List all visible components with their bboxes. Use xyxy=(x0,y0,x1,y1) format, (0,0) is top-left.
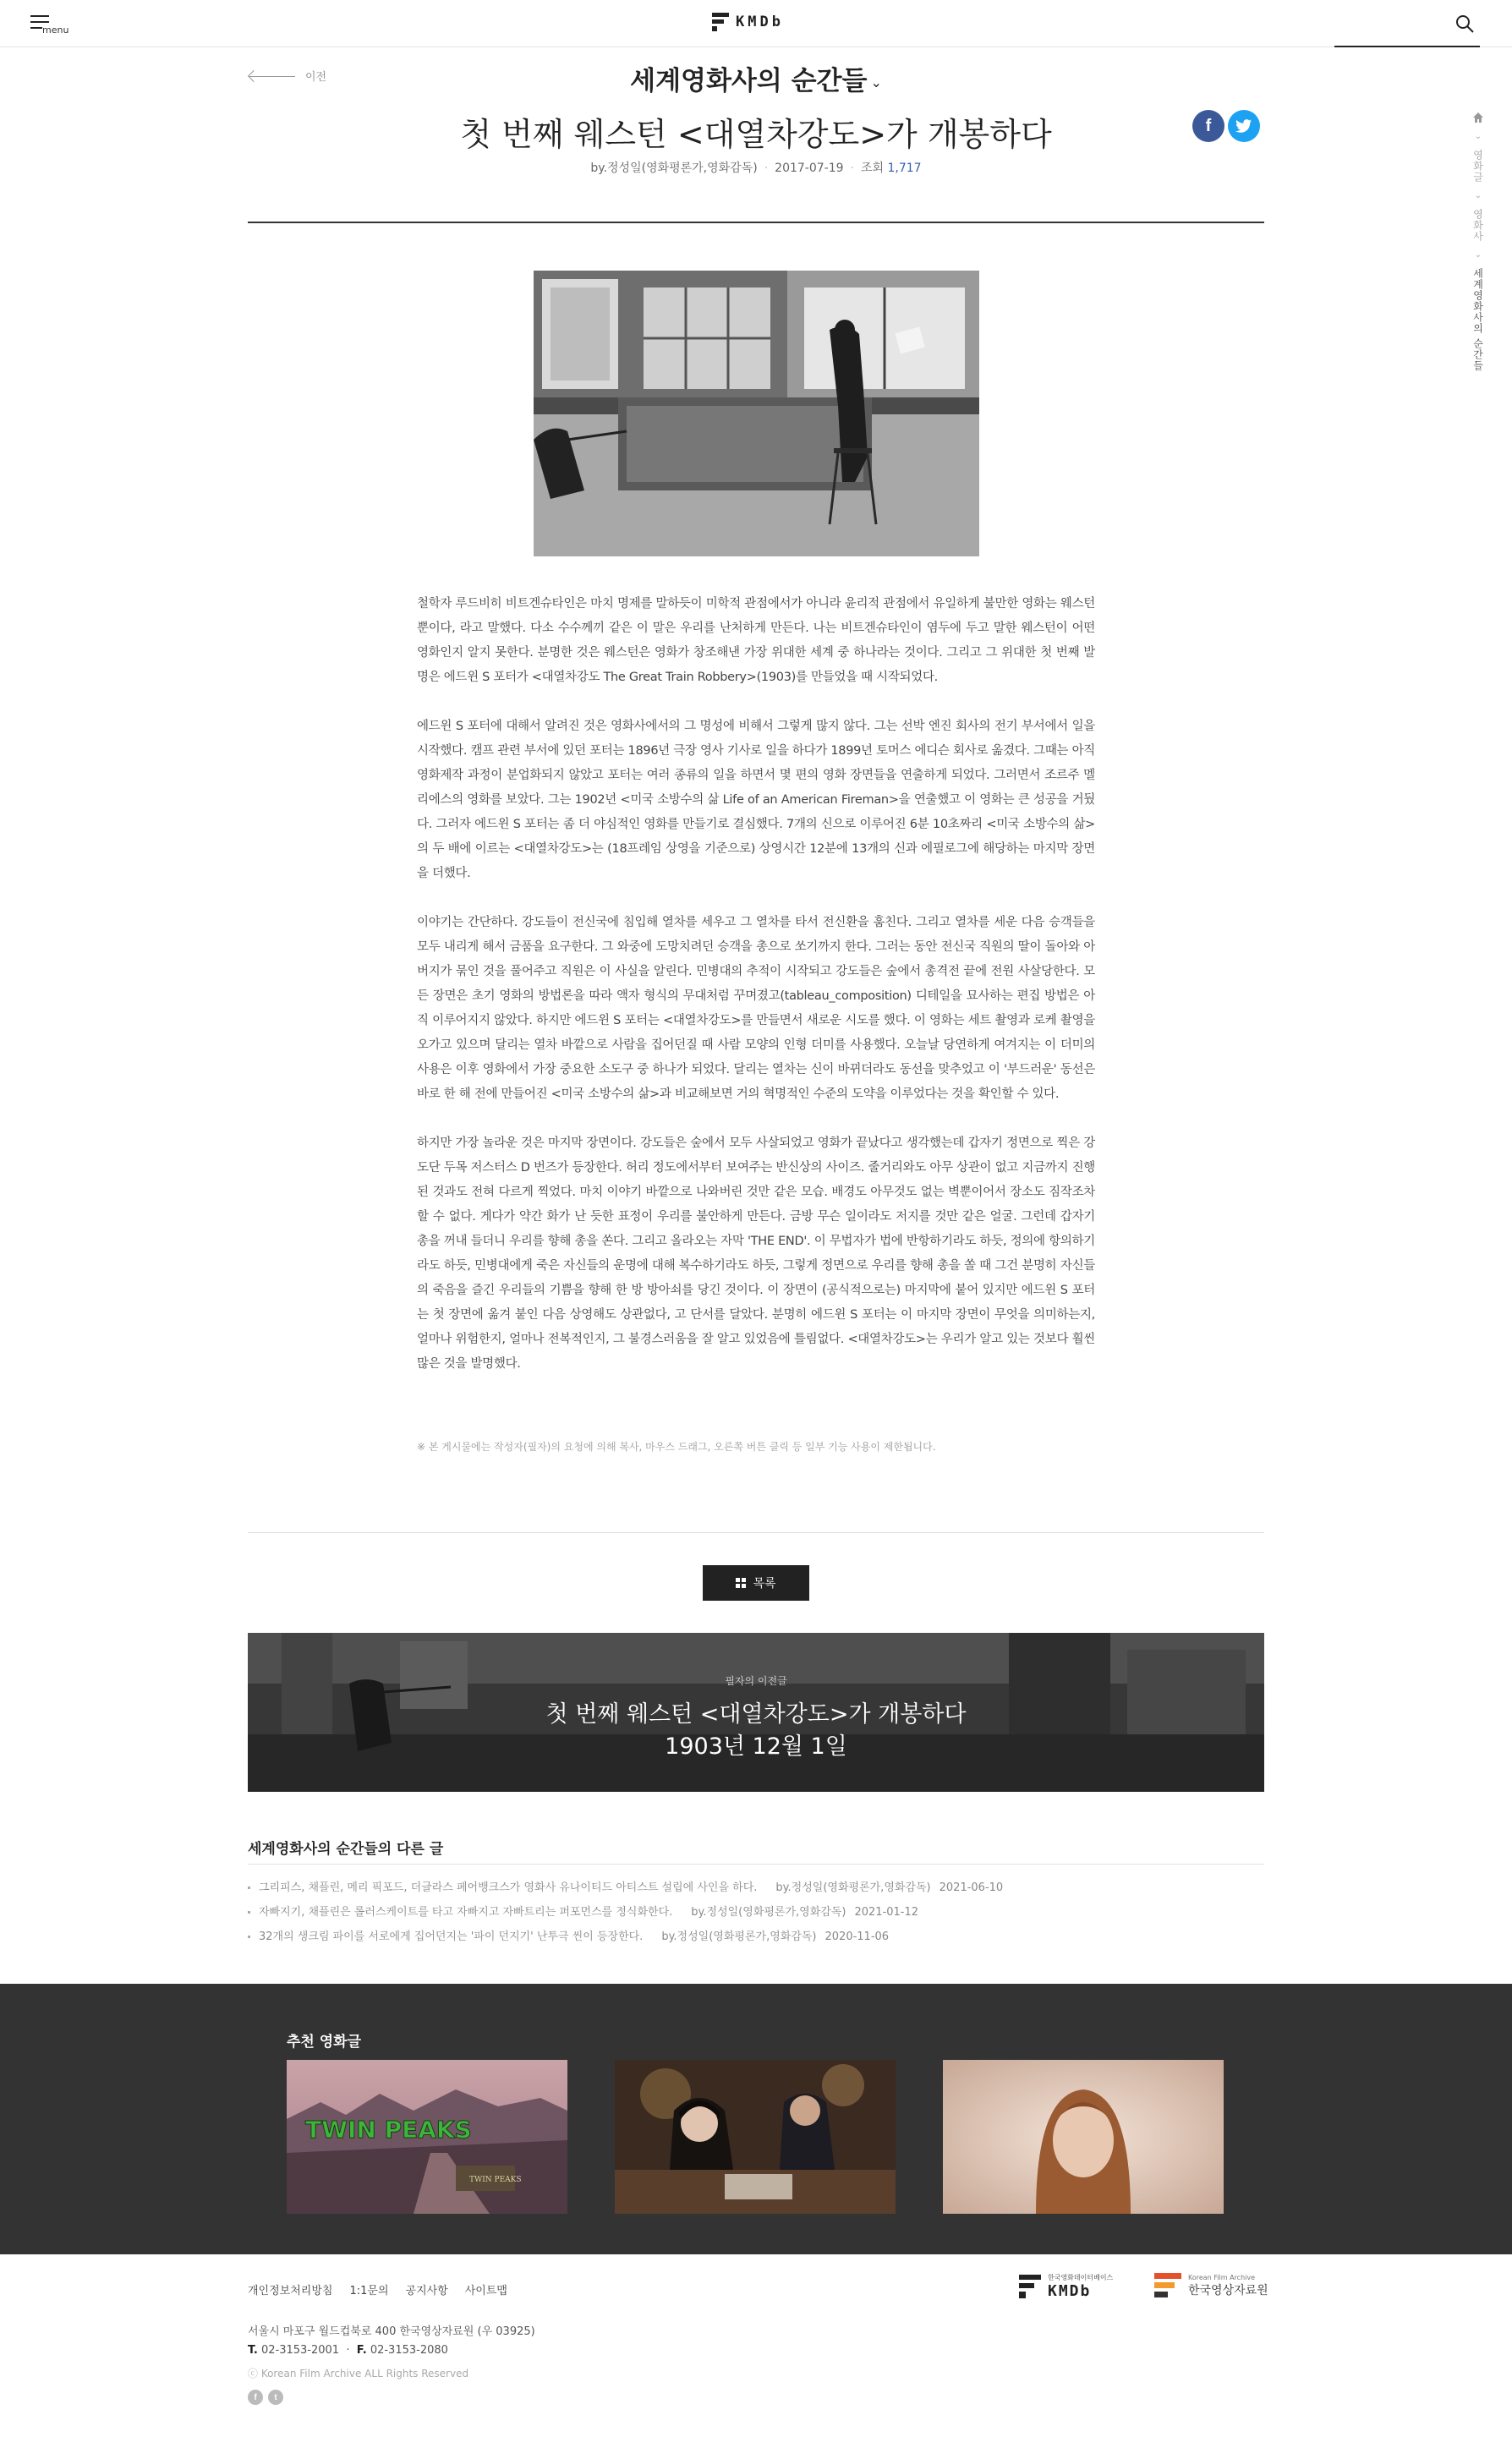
footer-phone: T. 02-3153-2001 · F. 02-3153-2080 xyxy=(248,2344,448,2357)
menu-label: menu xyxy=(42,25,69,36)
other-articles-divider xyxy=(248,1864,1264,1865)
chevron-down-icon: ⌄ xyxy=(1474,250,1482,260)
kmdb-logo-subtitle: 한국영화데이터베이스 xyxy=(1048,2274,1114,2281)
list-item[interactable] xyxy=(248,1900,1003,1925)
other-article-author: by.정성일(영화평론가,영화감독) xyxy=(661,1930,817,1943)
share-buttons xyxy=(1192,110,1260,142)
top-bar xyxy=(0,0,1512,47)
footer xyxy=(0,2254,1512,2448)
grid-icon xyxy=(736,1578,746,1588)
kofa-footer-logo[interactable] xyxy=(1154,2273,1268,2298)
home-icon[interactable] xyxy=(1472,112,1484,123)
article-title: 첫 번째 웨스턴 <대열차강도>가 개봉하다 xyxy=(460,116,1052,153)
search-field[interactable] xyxy=(1334,10,1480,47)
kofa-logo-text: 한국영상자료원 xyxy=(1188,2283,1268,2297)
banner-date: 1903년 12월 1일 xyxy=(665,1733,847,1760)
footer-link-inquiry[interactable]: 1:1문의 xyxy=(349,2285,389,2297)
recommended-section xyxy=(0,1984,1512,2254)
other-articles-title: 세계영화사의 순간들의 다른 글 xyxy=(248,1841,444,1858)
facebook-icon[interactable]: f xyxy=(248,2390,263,2405)
kmdb-logo-icon xyxy=(1019,2275,1041,2298)
author[interactable]: 정성일(영화평론가,영화감독) xyxy=(607,162,758,175)
article-paragraph: 에드윈 S 포터에 대해서 알려진 것은 영화사에서의 그 명성에 비해서 그렇게 많지 않다. 그는 선박 엔진 회사의 전기 부서에서 일을 시작했다. 캠프 관련 부서에 있던 포터는 1896년 극장 영사 기사로 일을 하다가 1899년 토머스 에디슨 회사로 옮겼다. 그때는 아직 영화제작 과정이 분업화되지 않았고 포터는 여러 종류의 일을 하면서 몇 편의 영화 장면들을 연출하게 되었다. 그러면서 조르주 멜리에스의 영화를 보았다. 그는 1902년 <미국 소방수의 삶 Life of an American Fireman>을 연출했고 이 영화는 큰 성공을 거뒀다. 그러자 에드윈 S 포터는 좀 더 야심적인 영화를 만들기로 결심했다. 7개의 신으로 이루어진 6분 10초짜리 <미국 소방수의 삶>의 두 배에 이르는 <대열차강도>는 (18프레임 상영을 기준으로) 상영시간 12분에 13개의 신과 에필로그에 해당하는 마지막 장면을 더했다. xyxy=(417,720,1095,880)
article-paragraph: 하지만 가장 놀라운 것은 마지막 장면이다. 강도들은 숲에서 모두 사살되었고 영화가 끝났다고 생각했는데 갑자기 정면으로 찍은 강도단 두목 저스터스 D 번즈가 등장한다. 허리 정도에서부터 보여주는 반신상의 사이즈. 줄거리와도 아무 상관이 없고 지금까지 진행된 것과도 전혀 다르게 찍었다. 마치 이야기 바깥으로 나와버린 것만 같은 모습. 배경도 아무것도 없는 벽뿐이어서 장소도 짐작조차 할 수 없다. 게다가 약간 화가 난 듯한 표정이 우리를 불안하게 만든다. 금방 무슨 일이라도 저지를 것만 같은 얼굴. 그런데 갑자기 총을 꺼내 들더니 우리를 향해 총을 쏜다. 그리고 올라오는 자막 'THE END'. 이 무법자가 법에 반항하기라도 하듯, 정의에 항의하기라도 하듯, 민병대에게 죽은 자신들의 운명에 대해 복수하기라도 하듯, 그렇게 정면으로 우리를 향해 총을 쏠 때 그건 분명히 자신들의 죽음을 즐긴 우리들의 기쁨을 향해 한 방 방아쇠를 당긴 것이다. 이 장면이 (공식적으로는) 마지막에 붙어 있지만 에드윈 S 포터는 첫 장면에 옮겨 붙인 다음 상영해도 상관없다, 고 단서를 달았다. 분명히 에드윈 S 포터는 이 마지막 장면이 무엇을 의미하는지, 얼마나 위험한지, 얼마나 전복적인지, 그 불경스러움을 잘 알고 있었음에 틀림없다. <대열차강도>는 우리가 알고 있는 것보다 훨씬 많은 것을 발명했다. xyxy=(417,1136,1095,1371)
other-article-title[interactable]: 자빠지기, 채플린은 롤러스케이트를 타고 자빠지고 자빠트리는 퍼포먼스를 정식화한다. xyxy=(259,1906,673,1919)
article-paragraph: 이야기는 간단하다. 강도들이 전신국에 침입해 열차를 세우고 그 열차를 타서 전신환을 훔친다. 그리고 열차를 세운 다음 승객들을 모두 내리게 해서 금품을 요구한다. 그 와중에 도망치려던 승객을 총으로 쏘기까지 한다. 그러는 동안 전신국 직원의 딸이 돌아와 아버지가 묶인 것을 풀어주고 직원은 이 사실을 알린다. 민병대의 추적이 시작되고 강도들은 숲에서 총격전 끝에 전원 사살당한다. 모든 장면은 초기 영화의 방법론을 따라 액자 형식의 무대처럼 꾸며졌고(tableau_composition) 디테일을 묘사하는 편집 방법은 아직 이루어지지 않았다. 하지만 에드윈 S 포터는 <대열차강도>를 만들면서 새로운 시도를 했다. 이 영화는 세트 촬영과 로케 촬영을 오가고 있으며 달리는 열차 바깥으로 사람을 집어던질 때 사람 모양의 인형 더미를 사용했다. 오늘날 당연하게 여겨지는 이 더미의 사용은 이후 영화에서 가장 중요한 소도구 중 하나가 되었다. 달리는 열차는 신이 바뀌더라도 동선을 맞추었고 이 '부드러운' 동선은 바로 한 해 전에 만들어진 <미국 소방수의 삶>과 비교해보면 거의 혁명적인 수준의 도약을 이루었다는 것을 확인할 수 있다. xyxy=(417,916,1095,1101)
twitter-icon[interactable]: t xyxy=(268,2390,283,2405)
other-article-title[interactable]: 그리피스, 채플린, 메리 픽포드, 더글라스 페어뱅크스가 영화사 유나이티드 아티스트 설립에 사인을 하다. xyxy=(259,1881,758,1894)
previous-article-banner[interactable] xyxy=(248,1633,1264,1792)
tel-number: 02-3153-2001 xyxy=(260,2344,340,2357)
kmdb-logo[interactable] xyxy=(712,10,784,34)
twitter-icon[interactable] xyxy=(1228,110,1260,142)
article-photo xyxy=(534,271,979,556)
breadcrumb-item-current[interactable]: 세계영화사의 순간들 xyxy=(1471,268,1484,371)
view-count: 1,717 xyxy=(887,162,922,175)
content-divider xyxy=(248,1532,1264,1533)
breadcrumb-item[interactable]: 영화글 xyxy=(1471,150,1484,183)
section-title: 세계영화사의 순간들 xyxy=(630,66,868,96)
list-button[interactable] xyxy=(703,1565,809,1601)
footer-links xyxy=(248,2281,507,2297)
fax-number: 02-3153-2080 xyxy=(370,2344,448,2357)
recommended-thumbnail[interactable] xyxy=(615,2060,896,2214)
kmdb-logo-icon xyxy=(712,13,729,31)
footer-link-notice[interactable]: 공지사항 xyxy=(405,2285,448,2297)
list-item[interactable] xyxy=(248,1876,1003,1900)
breadcrumb-item[interactable]: 영화사 xyxy=(1471,209,1484,242)
kmdb-footer-logo[interactable] xyxy=(1019,2273,1113,2300)
footer-social xyxy=(248,2390,283,2405)
hamburger-icon-bar xyxy=(30,27,42,29)
recommended-title: 추천 영화글 xyxy=(287,2034,362,2051)
banner-label: 필자의 이전글 xyxy=(725,1675,787,1687)
facebook-icon[interactable]: f xyxy=(1192,110,1224,142)
footer-link-privacy[interactable]: 개인정보처리방침 xyxy=(248,2285,333,2297)
svg-text:TWIN PEAKS: TWIN PEAKS xyxy=(469,2176,522,2184)
other-article-date: 2021-01-12 xyxy=(854,1906,919,1919)
section-title-dropdown[interactable] xyxy=(0,59,1512,97)
hamburger-icon xyxy=(30,15,49,17)
kofa-logo-icon xyxy=(1154,2273,1181,2298)
back-label: 이전 xyxy=(305,71,327,84)
kofa-logo-subtitle: Korean Film Archive xyxy=(1188,2273,1256,2281)
article-meta: by.정성일(영화평론가,영화감독) · 2017-07-19 · 조회 1,717 xyxy=(590,162,922,175)
search-icon[interactable] xyxy=(1454,14,1475,34)
by-label: by. xyxy=(590,162,608,175)
other-article-author: by.정성일(영화평론가,영화감독) xyxy=(775,1881,931,1894)
copy-notice: ※ 본 게시물에는 작성자(필자)의 요청에 의해 복사, 마우스 드래그, 오른쪽 버튼 클릭 등 일부 기능 사용이 제한됩니다. xyxy=(417,1441,936,1453)
menu-button[interactable] xyxy=(30,14,73,39)
list-button-label: 목록 xyxy=(753,1577,776,1591)
chevron-down-icon: ⌄ xyxy=(1474,191,1482,200)
breadcrumb-rail xyxy=(1468,112,1488,371)
header-divider xyxy=(248,222,1264,223)
other-article-author: by.정성일(영화평론가,영화감독) xyxy=(691,1906,846,1919)
recommended-thumbnail[interactable] xyxy=(287,2060,567,2214)
list-item[interactable] xyxy=(248,1925,1003,1949)
kmdb-logo-text: KMDb xyxy=(1048,2282,1092,2300)
other-article-date: 2020-11-06 xyxy=(824,1930,890,1943)
views-label: 조회 xyxy=(860,162,885,175)
hamburger-icon-bar xyxy=(30,21,49,23)
publish-date: 2017-07-19 xyxy=(775,162,844,175)
footer-link-sitemap[interactable]: 사이트맵 xyxy=(464,2285,507,2297)
article-paragraph: 철학자 루드비히 비트겐슈타인은 마치 명제를 말하듯이 미학적 관점에서가 아니라 윤리적 관점에서 유일하게 불만한 영화는 웨스턴뿐이다, 라고 말했다. 다소 수수께끼 같은 이 말은 우리를 난처하게 만든다. 나는 비트겐슈타인이 염두에 두고 말한 웨스턴이 어떤 영화인지 알지 못한다. 분명한 것은 웨스턴은 영화가 창조해낸 가장 위대한 세계 중 하나라는 것이다. 그리고 그 위대한 첫 번째 발명은 에드윈 S 포터가 <대열차강도 The Great Train Robbery>(1903)를 만들었을 때 시작되었다. xyxy=(417,597,1095,684)
article-body xyxy=(417,592,1095,1401)
banner-title: 첫 번째 웨스턴 <대열차강도>가 개봉하다 xyxy=(545,1701,967,1728)
chevron-down-icon: ⌄ xyxy=(1474,132,1482,141)
logo-text: KMDb xyxy=(736,14,784,30)
other-article-title[interactable]: 32개의 생크림 파이를 서로에게 집어던지는 '파이 던지기' 난투극 씬이 등장한다. xyxy=(259,1930,644,1943)
other-articles-list xyxy=(248,1876,1003,1949)
fax-label: F. xyxy=(356,2344,367,2357)
recommended-thumbnail[interactable] xyxy=(943,2060,1224,2214)
chevron-down-icon: ⌄ xyxy=(870,74,882,90)
tel-label: T. xyxy=(248,2344,258,2357)
footer-address: 서울시 마포구 월드컵북로 400 한국영상자료원 (우 03925) xyxy=(248,2325,535,2338)
twin-peaks-logo: TWIN PEAKS xyxy=(305,2116,472,2144)
footer-copyright: ⓒ Korean Film Archive ALL Rights Reserved xyxy=(248,2368,469,2380)
other-article-date: 2021-06-10 xyxy=(939,1881,1004,1894)
